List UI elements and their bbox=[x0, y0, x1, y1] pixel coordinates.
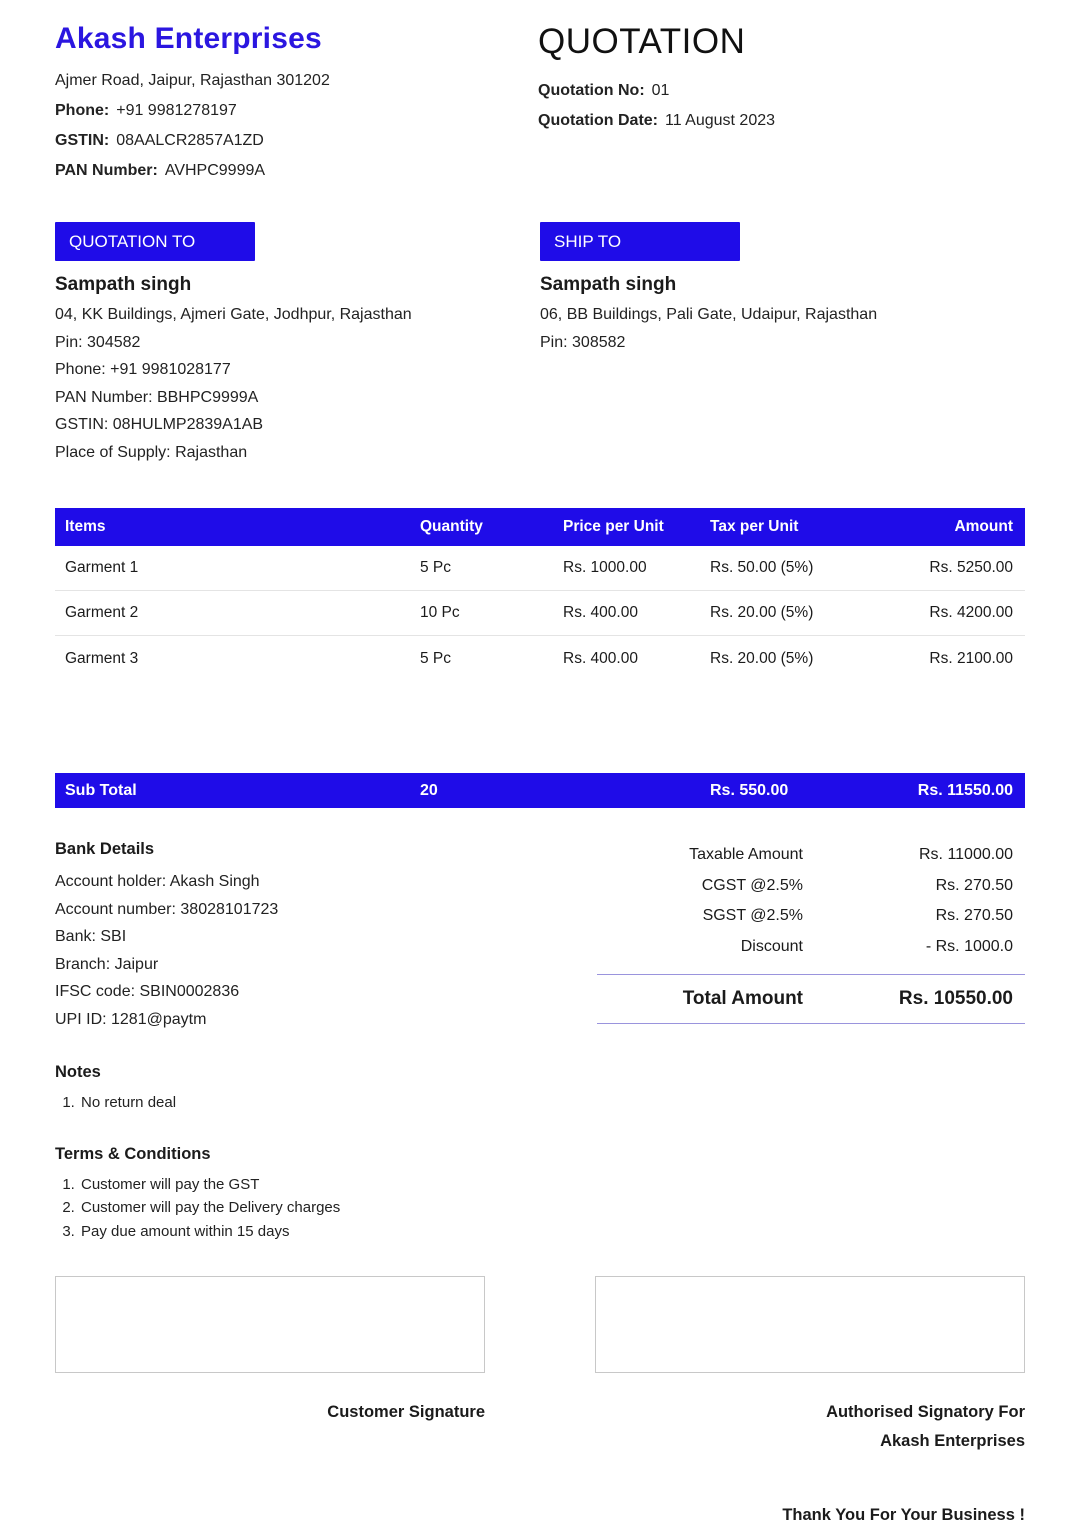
cell-tax: Rs. 20.00 (5%) bbox=[710, 649, 814, 667]
notes-list bbox=[55, 1091, 1025, 1115]
company-block bbox=[55, 22, 538, 186]
bank-branch: Branch: Jaipur bbox=[55, 955, 159, 973]
company-gstin-label: GSTIN: bbox=[55, 132, 110, 149]
ship-to-block bbox=[540, 222, 1025, 466]
notes-section bbox=[55, 1063, 1025, 1115]
cell-amount: Rs. 5250.00 bbox=[929, 559, 1013, 576]
summary-value: - Rs. 1000.0 bbox=[925, 937, 1013, 955]
signature-boxes bbox=[55, 1276, 1025, 1373]
table-row bbox=[55, 636, 1025, 681]
terms-section bbox=[55, 1145, 1025, 1244]
total-amount-value: Rs. 10550.00 bbox=[898, 988, 1013, 1009]
authorised-signature-box bbox=[595, 1276, 1025, 1373]
subtotal-amount: Rs. 11550.00 bbox=[917, 781, 1013, 799]
quotation-number-value: 01 bbox=[651, 82, 670, 99]
header-items: Items bbox=[65, 518, 106, 535]
quotation-number bbox=[538, 76, 1025, 106]
company-gstin-value: 08AALCR2857A1ZD bbox=[116, 132, 264, 149]
cell-quantity: 5 Pc bbox=[420, 649, 452, 667]
quotation-to-address: 04, KK Buildings, Ajmeri Gate, Jodhpur, Rajasthan bbox=[55, 306, 412, 323]
company-pan-label: PAN Number: bbox=[55, 162, 158, 179]
term-item: 2. Customer will pay the Delivery charges bbox=[79, 1196, 1025, 1220]
ship-to-badge: SHIP TO bbox=[540, 222, 740, 261]
summary-label: CGST @2.5% bbox=[701, 876, 803, 894]
table-row bbox=[55, 546, 1025, 591]
authorised-signatory-label bbox=[595, 1398, 1025, 1456]
authorised-signatory-line1: Authorised Signatory For bbox=[826, 1403, 1025, 1421]
authorised-signatory-line2: Akash Enterprises bbox=[880, 1432, 1025, 1450]
terms-title: Terms & Conditions bbox=[55, 1144, 211, 1163]
terms-list bbox=[55, 1173, 1025, 1244]
subtotal-label: Sub Total bbox=[65, 781, 137, 799]
summary-row-taxable bbox=[597, 840, 1025, 871]
cell-quantity: 10 Pc bbox=[420, 604, 460, 621]
summary-row-cgst bbox=[597, 871, 1025, 902]
summary-label: Discount bbox=[740, 937, 803, 955]
term-item: 1. Customer will pay the GST bbox=[79, 1173, 1025, 1197]
quotation-date bbox=[538, 106, 1025, 136]
summary-value: Rs. 270.50 bbox=[935, 876, 1013, 894]
summary-label: SGST @2.5% bbox=[702, 907, 803, 924]
bank-ifsc: IFSC code: SBIN0002836 bbox=[55, 983, 240, 1000]
table-spacer bbox=[55, 681, 1025, 773]
cell-amount: Rs. 4200.00 bbox=[929, 604, 1013, 621]
total-amount-label: Total Amount bbox=[682, 988, 803, 1009]
bank-details bbox=[55, 840, 597, 1033]
total-amount-row bbox=[597, 975, 1025, 1023]
cell-price: Rs. 1000.00 bbox=[563, 559, 647, 576]
company-address: Ajmer Road, Jaipur, Rajasthan 301202 bbox=[55, 72, 330, 89]
doc-title: QUOTATION bbox=[538, 22, 746, 61]
quotation-to-block bbox=[55, 222, 540, 466]
ship-to-name: Sampath singh bbox=[540, 274, 677, 295]
customer-signature-label: Customer Signature bbox=[327, 1403, 485, 1421]
ship-to-pin: Pin: 308582 bbox=[540, 333, 626, 351]
summary-value: Rs. 11000.00 bbox=[919, 846, 1013, 863]
subtotal-quantity: 20 bbox=[420, 781, 438, 799]
parties bbox=[55, 222, 1025, 466]
items-table bbox=[55, 508, 1025, 808]
header-price-per-unit: Price per Unit bbox=[563, 518, 664, 535]
quotation-date-label: Quotation Date: bbox=[538, 112, 658, 129]
header-quantity: Quantity bbox=[420, 518, 483, 535]
cell-item: Garment 3 bbox=[65, 649, 139, 667]
bank-account-holder: Account holder: Akash Singh bbox=[55, 873, 260, 890]
header bbox=[55, 22, 1025, 186]
summary-value: Rs. 270.50 bbox=[935, 907, 1013, 924]
cell-tax: Rs. 50.00 (5%) bbox=[710, 559, 814, 576]
quotation-to-phone: Phone: +91 9981028177 bbox=[55, 361, 231, 378]
quotation-to-gstin: GSTIN: 08HULMP2839A1AB bbox=[55, 416, 264, 433]
items-table-header bbox=[55, 508, 1025, 546]
bank-account-number: Account number: 38028101723 bbox=[55, 900, 279, 918]
cell-item: Garment 2 bbox=[65, 604, 139, 621]
quotation-to-pin: Pin: 304582 bbox=[55, 333, 141, 351]
cell-price: Rs. 400.00 bbox=[563, 604, 638, 621]
cell-price: Rs. 400.00 bbox=[563, 649, 638, 667]
subtotal-tax: Rs. 550.00 bbox=[710, 781, 789, 799]
customer-signature-box bbox=[55, 1276, 485, 1373]
company-phone-value: +91 9981278197 bbox=[116, 102, 237, 119]
company-phone-label: Phone: bbox=[55, 102, 110, 119]
company-phone bbox=[55, 96, 538, 126]
total-divider-bottom bbox=[597, 1023, 1025, 1024]
ship-to-address: 06, BB Buildings, Pali Gate, Udaipur, Rajasthan bbox=[540, 306, 878, 323]
cell-item: Garment 1 bbox=[65, 559, 139, 576]
bank-upi: UPI ID: 1281@paytm bbox=[55, 1010, 207, 1028]
table-row bbox=[55, 591, 1025, 636]
ship-to-lines bbox=[540, 301, 1025, 356]
header-amount: Amount bbox=[954, 518, 1013, 535]
quotation-date-value: 11 August 2023 bbox=[665, 112, 776, 129]
cell-quantity: 5 Pc bbox=[420, 559, 452, 576]
company-pan bbox=[55, 156, 538, 186]
header-tax-per-unit: Tax per Unit bbox=[710, 518, 799, 535]
tax-summary bbox=[597, 840, 1025, 1033]
quotation-number-label: Quotation No: bbox=[538, 82, 645, 99]
quotation-to-name: Sampath singh bbox=[55, 274, 192, 295]
note-item: 1. No return deal bbox=[79, 1091, 1025, 1115]
company-pan-value: AVHPC9999A bbox=[164, 162, 266, 179]
summary-row-discount bbox=[597, 932, 1025, 963]
company-name: Akash Enterprises bbox=[55, 22, 322, 55]
company-info bbox=[55, 66, 538, 186]
company-gstin bbox=[55, 126, 538, 156]
subtotal-row bbox=[55, 773, 1025, 808]
summary-label: Taxable Amount bbox=[689, 846, 803, 863]
notes-title: Notes bbox=[55, 1063, 101, 1081]
bank-name: Bank: SBI bbox=[55, 928, 127, 945]
doc-block bbox=[538, 22, 1025, 186]
quotation-to-badge: QUOTATION TO bbox=[55, 222, 255, 261]
quotation-to-pan: PAN Number: BBHPC9999A bbox=[55, 388, 259, 406]
doc-meta bbox=[538, 76, 1025, 136]
details-section bbox=[55, 840, 1025, 1033]
cell-tax: Rs. 20.00 (5%) bbox=[710, 604, 814, 621]
quotation-to-lines bbox=[55, 301, 540, 466]
term-item: 3. Pay due amount within 15 days bbox=[79, 1220, 1025, 1244]
cell-amount: Rs. 2100.00 bbox=[929, 649, 1013, 667]
thank-you-message: Thank You For Your Business ! bbox=[782, 1506, 1025, 1524]
bank-details-title: Bank Details bbox=[55, 840, 155, 858]
quotation-to-place-of-supply: Place of Supply: Rajasthan bbox=[55, 443, 248, 461]
summary-row-sgst bbox=[597, 901, 1025, 932]
signature-labels bbox=[55, 1398, 1025, 1456]
